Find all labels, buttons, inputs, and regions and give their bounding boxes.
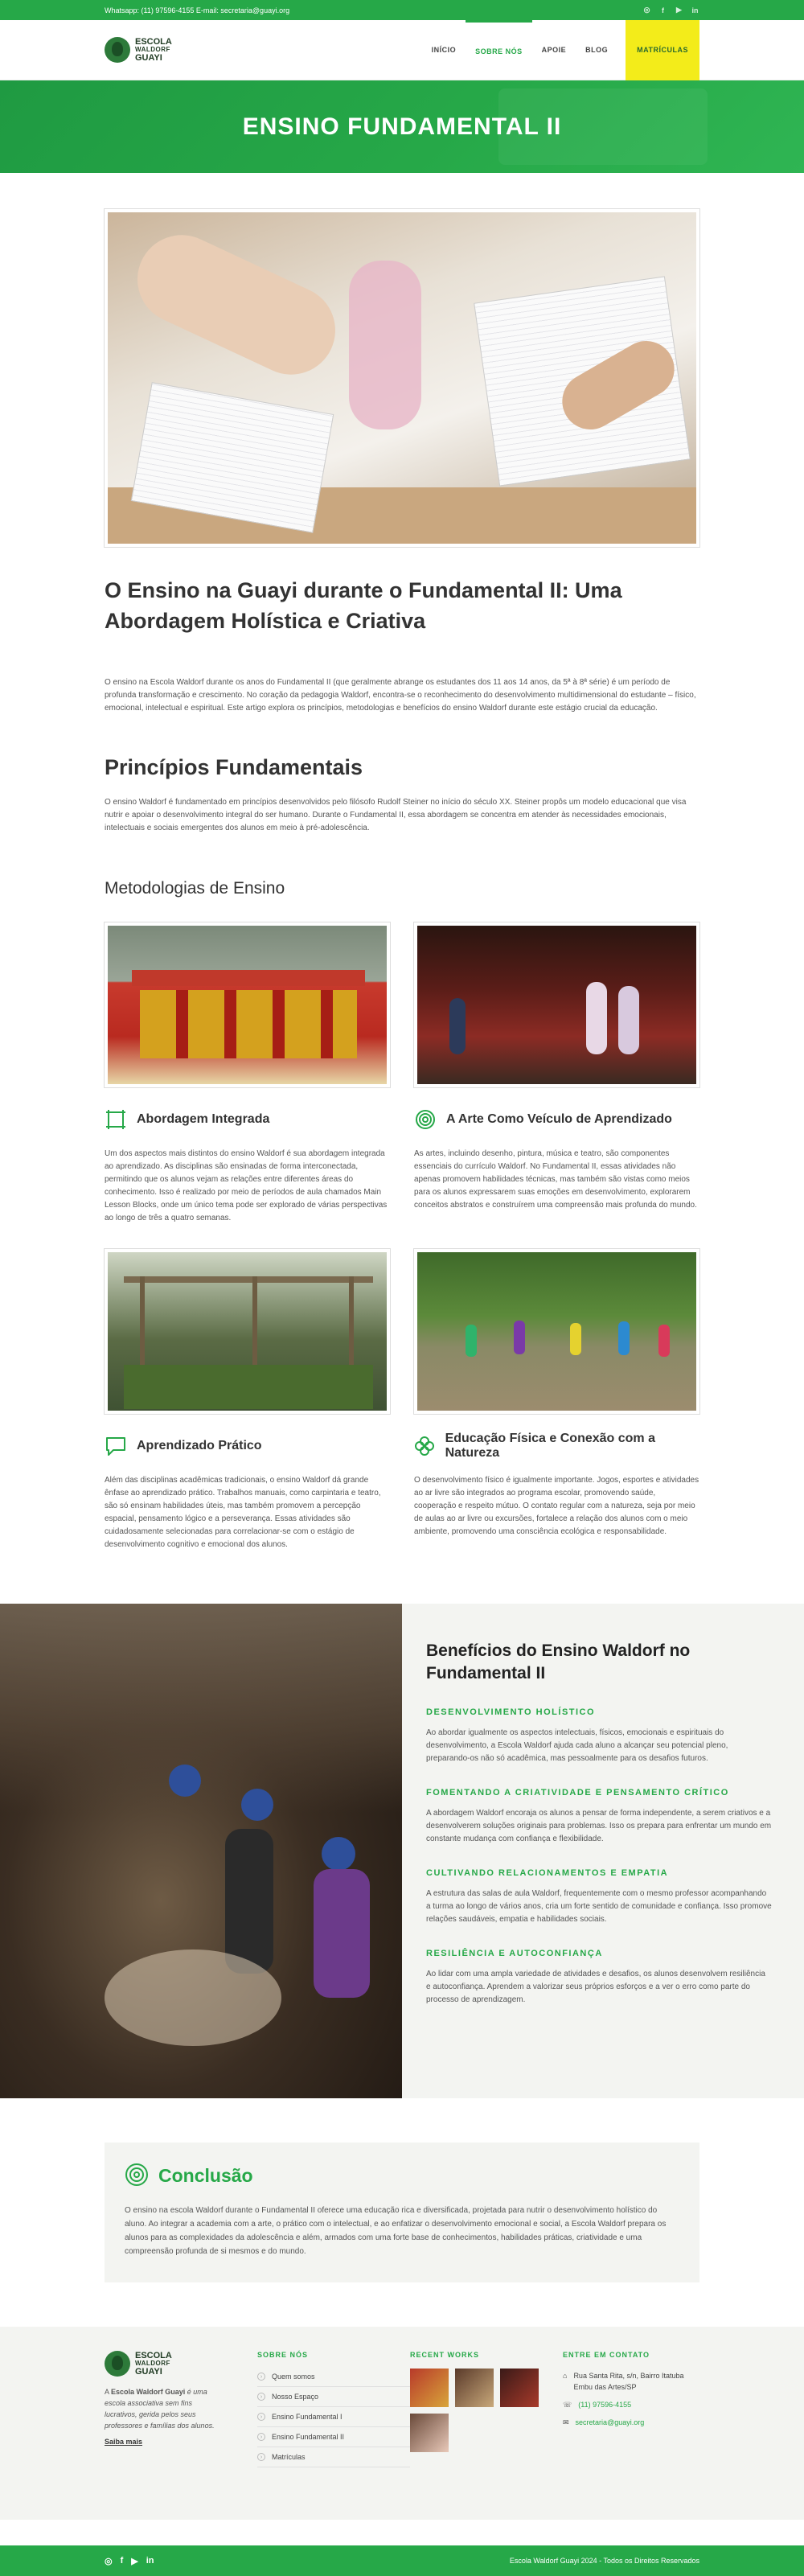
principles-text: O ensino Waldorf é fundamentado em princípios desenvolvidos pelo filósofo Rudolf Steiner no início do século XX. Steiner propôs um modelo educacional que visa nutrir e apoiar o desenvolvimento integral do ser humano. Durante o Fundamental II, essa abordagem se concentra em atender às necessidades emocionais, intelectuais e sociais emergentes dos alunos em meio à pré-adolescência. bbox=[105, 798, 687, 832]
benefits-heading: Benefícios do Ensino Waldorf no Fundamental II bbox=[426, 1641, 691, 1682]
feature-text: Um dos aspectos mais distintos do ensino Waldorf é sua abordagem integrada ao aprendizado. As disciplinas são ensinadas de forma interconectada, permitindo que os alunos vejam as relações entre diferentes áreas do conhecimento. Isso é realizado por meio de períodos de aula chamados Main Lesson Blocks, onde um único tema pode ser explorado de várias perspectivas ao longo de três a quatro semanas. bbox=[105, 1149, 388, 1222]
footer-link[interactable]: › Ensino Fundamental II bbox=[257, 2427, 410, 2447]
nav-inicio[interactable]: INÍCIO bbox=[431, 46, 457, 54]
facebook-icon[interactable]: f bbox=[120, 2555, 124, 2566]
footer-column-title: SOBRE NÓS bbox=[257, 2351, 309, 2359]
chevron-right-icon: › bbox=[257, 2373, 265, 2381]
benefit-text: A abordagem Waldorf encoraja os alunos a pensar de forma independente, a serem criativos e a desenvolverem soluções originais para problemas. Isso os prepara para enfrentar um mundo em constante mudança com confiança e flexibilidade. bbox=[426, 1809, 772, 1843]
benefit-heading: FOMENTANDO A CRIATIVIDADE E PENSAMENTO CRÍTICO bbox=[426, 1788, 729, 1797]
speech-bubble-icon bbox=[105, 1435, 127, 1457]
benefit-text: Ao abordar igualmente os aspectos intelectuais, físicos, emocionais e espirituais do desenvolvimento, a Escola Waldorf ajuda cada aluno a alcançar seu potencial pleno, preparando-os não só acadêmica, mas pessoalmente para os desafios futuros. bbox=[426, 1728, 728, 1763]
logo-line-2: WALDORF bbox=[135, 46, 170, 53]
footer-column-title: ENTRE EM CONTATO bbox=[563, 2351, 650, 2359]
page-hero bbox=[0, 80, 804, 173]
nav-sobre-nos[interactable]: SOBRE NÓS bbox=[466, 20, 532, 80]
top-social-links bbox=[642, 6, 699, 14]
methods-heading: Metodologias de Ensino bbox=[105, 879, 285, 898]
spiral-icon bbox=[125, 2163, 149, 2189]
site-logo[interactable] bbox=[105, 37, 172, 63]
footer-works-column bbox=[410, 2351, 563, 2520]
feature-text: Além das disciplinas acadêmicas tradicionais, o ensino Waldorf dá grande ênfase ao aprendizado prático. Trabalhos manuais, como carpintaria e teatro, são só ensinam habilidades úteis, mas também promovem a percepção espacial, pensamento lógico e a perseverança. Essas atividades são cuidadosamente selecionadas para correlacionar-se com o estágio de desenvolvimento cognitivo e emocional dos alunos. bbox=[105, 1476, 381, 1549]
footer-column-title: RECENT WORKS bbox=[410, 2351, 479, 2359]
footer-email[interactable]: secretaria@guayi.org bbox=[575, 2418, 645, 2426]
footer-contact-column bbox=[563, 2351, 699, 2520]
copyright-text: Escola Waldorf Guayi 2024 - Todos os Direitos Reservados bbox=[509, 2557, 699, 2565]
top-contact-info: Whatsapp: (11) 97596-4155 E-mail: secretaria@guayi.org bbox=[105, 6, 290, 14]
benefit-text: Ao lidar com uma ampla variedade de atividades e desafios, os alunos desenvolvem resiliência e autoconfiança. Aprendem a valorizar seus próprios esforços e a ver o erro como parte do processo de aprendizagem. bbox=[426, 1970, 765, 2004]
facebook-icon[interactable]: f bbox=[662, 6, 664, 14]
feature-text: As artes, incluindo desenho, pintura, música e teatro, são componentes essenciais do currículo Waldorf. No Fundamental II, essas atividades não apenas promovem habilidades técnicas, mas também são vistas como meios para os alunos expressarem suas emoções em desenvolvimento, explorarem conceitos abstratos e construírem uma compreensão mais profunda do mundo. bbox=[414, 1149, 697, 1210]
nav-blog[interactable]: BLOG bbox=[585, 46, 609, 54]
linkedin-icon[interactable]: in bbox=[146, 2555, 154, 2566]
site-footer bbox=[0, 2327, 804, 2520]
chevron-right-icon: › bbox=[257, 2393, 265, 2401]
feature-card bbox=[105, 1414, 390, 1551]
benefit-heading: DESENVOLVIMENTO HOLÍSTICO bbox=[426, 1707, 596, 1717]
footer-phone[interactable]: (11) 97596-4155 bbox=[578, 2401, 632, 2409]
instagram-icon[interactable]: ◎ bbox=[105, 2556, 113, 2566]
students-writing-photo bbox=[105, 209, 699, 547]
footer-link[interactable]: › Matrículas bbox=[257, 2447, 410, 2467]
footer-link[interactable]: › Ensino Fundamental I bbox=[257, 2407, 410, 2427]
nav-matriculas-button[interactable]: MATRÍCULAS bbox=[626, 20, 699, 80]
feature-title: A Arte Como Veículo de Aprendizado bbox=[446, 1112, 672, 1126]
benefit-text: A estrutura das salas de aula Waldorf, frequentemente com o mesmo professor acompanhando a turma ao longo de vários anos, cria um forte sentido de comunidade e confiança. Isso promove relações saudáveis, empatia e habilidades sociais. bbox=[426, 1889, 772, 1924]
feature-title: Abordagem Integrada bbox=[137, 1112, 270, 1126]
footer-link[interactable]: › Nosso Espaço bbox=[257, 2387, 410, 2407]
benefits-section bbox=[0, 1604, 804, 2098]
instagram-icon[interactable]: ◎ bbox=[643, 6, 650, 14]
logo-line-1: ESCOLA bbox=[135, 37, 172, 47]
footer-more-link[interactable]: Saiba mais bbox=[105, 2438, 143, 2446]
footer-link[interactable]: › Quem somos bbox=[257, 2367, 410, 2387]
page-title: ENSINO FUNDAMENTAL II bbox=[242, 113, 562, 140]
cave-exploration-photo bbox=[0, 1604, 402, 2098]
art-exhibit-photo bbox=[105, 922, 390, 1087]
pond-construction-photo bbox=[105, 1249, 390, 1414]
article-intro: O ensino na Escola Waldorf durante os anos do Fundamental II (que geralmente abrange os estudantes dos 11 aos 14 anos, da 5ª à 8ª série) é um período de profunda transformação e crescimento. No coração da pedagogia Waldorf, encontra-se o reconhecimento do desenvolvimento multidimensional do estudante – físico, emocional, intelectual e espiritual. Este artigo explora os princípios, metodologias e benefícios do ensino Waldorf durante este estágio crucial da educação. bbox=[105, 678, 696, 713]
feature-card bbox=[105, 1087, 390, 1225]
bottom-social-links bbox=[105, 2556, 154, 2566]
conclusion-section bbox=[105, 2143, 699, 2282]
chevron-right-icon: › bbox=[257, 2433, 265, 2441]
feature-title: Aprendizado Prático bbox=[137, 1439, 262, 1452]
top-bar bbox=[0, 0, 804, 20]
square-frame-icon bbox=[105, 1108, 127, 1131]
footer-logo[interactable]: ESCOLA WALDORF GUAYI bbox=[105, 2351, 257, 2377]
footer-address: Rua Santa Rita, s/n, Bairro Itatuba Embu das Artes/SP bbox=[573, 2372, 684, 2391]
phone-icon: ☏ bbox=[563, 2401, 572, 2409]
conclusion-heading: Conclusão bbox=[158, 2165, 253, 2186]
tree-logo-icon bbox=[105, 2351, 130, 2377]
feature-card bbox=[414, 1087, 699, 1225]
feature-card bbox=[414, 1414, 699, 1551]
benefit-heading: CULTIVANDO RELACIONAMENTOS E EMPATIA bbox=[426, 1868, 669, 1878]
recent-work-thumbnail[interactable] bbox=[410, 2414, 449, 2452]
site-header bbox=[0, 20, 804, 80]
tree-logo-icon bbox=[105, 37, 130, 63]
chevron-right-icon: › bbox=[257, 2413, 265, 2421]
linkedin-icon[interactable]: in bbox=[691, 6, 699, 14]
youtube-icon[interactable]: ▶ bbox=[131, 2556, 138, 2566]
bottom-bar bbox=[0, 2545, 804, 2576]
main-nav bbox=[422, 20, 699, 80]
recent-work-thumbnail[interactable] bbox=[410, 2369, 449, 2407]
conclusion-text: O ensino na escola Waldorf durante o Fundamental II oferece uma educação rica e diversificada, projetada para nutrir o desenvolvimento holístico do aluno. Ao integrar a academia com a arte, o prático com o intelectual, e ao enfatizar o desenvolvimento emocional e social, a Escola Waldorf prepara os alunos para as complexidades da adolescência e além, armados com uma forte base de conhecimentos, habilidades práticas, criatividade e uma compreensão profunda de si mesmos e do mundo. bbox=[125, 2206, 667, 2256]
benefit-heading: RESILIÊNCIA E AUTOCONFIANÇA bbox=[426, 1949, 603, 1958]
principles-heading: Princípios Fundamentais bbox=[105, 755, 363, 779]
footer-about bbox=[105, 2351, 257, 2520]
feature-text: O desenvolvimento físico é igualmente importante. Jogos, esportes e atividades ao ar livre são integrados ao programa escolar, promovendo saúde, cooperação e respeito mútuo. O contato regular com a natureza, seja por meio de aulas ao ar livre ou excursões, fortalece a relação dos alunos com o meio ambiente, promovendo uma consciência ecológica e responsabilidade. bbox=[414, 1476, 699, 1536]
feature-title: Educação Física e Conexão com a Natureza bbox=[445, 1432, 655, 1460]
theater-play-photo bbox=[414, 922, 699, 1087]
outdoor-exercise-photo bbox=[414, 1249, 699, 1414]
email-icon: ✉ bbox=[563, 2418, 569, 2426]
logo-line-3: GUAYI bbox=[135, 53, 162, 63]
footer-about-text: A Escola Waldorf Guayi é uma escola associativa sem fins lucrativos, gerida pelos seus professores e famílias dos alunos. bbox=[105, 2388, 215, 2430]
recent-work-thumbnail[interactable] bbox=[455, 2369, 494, 2407]
recent-work-thumbnail[interactable] bbox=[500, 2369, 539, 2407]
nav-apoie[interactable]: APOIE bbox=[541, 46, 567, 54]
chevron-right-icon: › bbox=[257, 2453, 265, 2461]
footer-links-column bbox=[257, 2351, 410, 2520]
spiral-icon bbox=[414, 1108, 437, 1131]
home-icon: ⌂ bbox=[563, 2372, 568, 2380]
article-title: O Ensino na Guayi durante o Fundamental II: Uma Abordagem Holística e Criativa bbox=[105, 578, 622, 633]
youtube-icon[interactable]: ▶ bbox=[676, 6, 682, 14]
flower-icon bbox=[414, 1435, 436, 1457]
